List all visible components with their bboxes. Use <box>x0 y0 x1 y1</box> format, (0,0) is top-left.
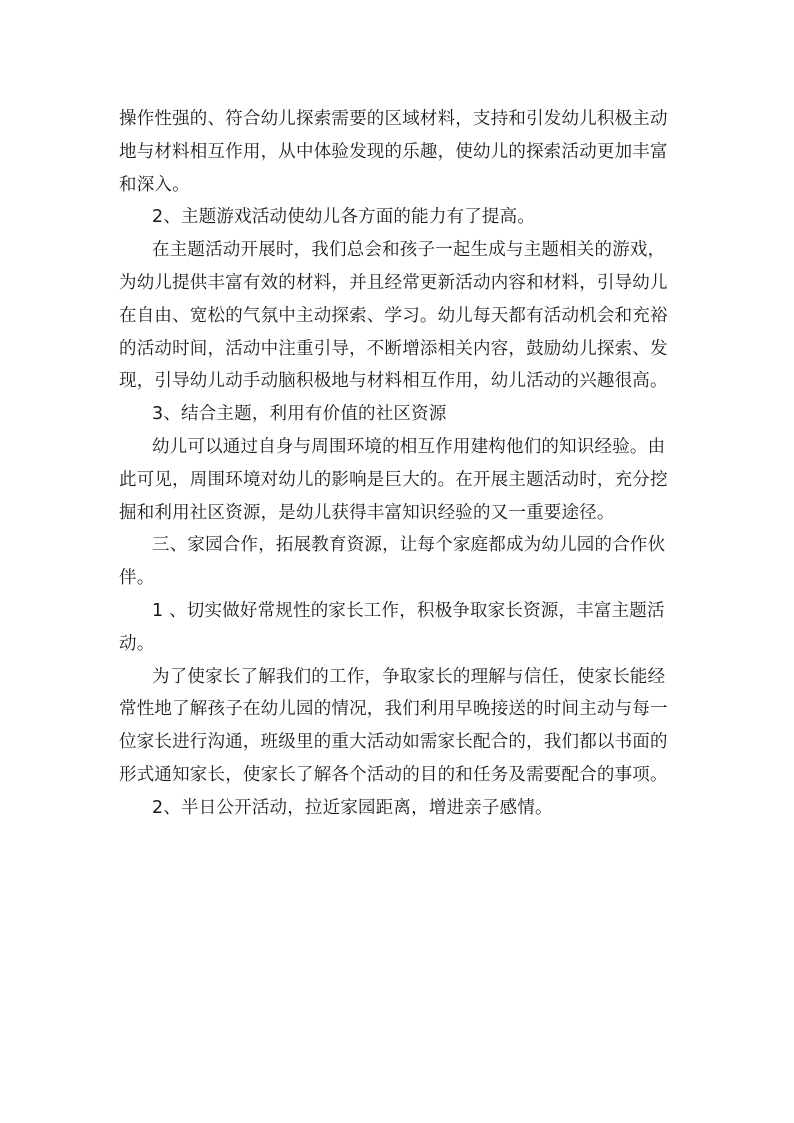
text-line: 的活动时间，活动中注重引导，不断增添相关内容，鼓励幼儿探索、发 <box>119 338 668 359</box>
text-line: 2、半日公开活动，拉近家园距离，增进亲子感情。 <box>152 797 553 818</box>
text-line: 和深入。 <box>119 174 190 195</box>
text-line: 3、结合主题，利用有价值的社区资源 <box>152 404 447 425</box>
section-heading <box>119 398 679 431</box>
text-line: 为了使家长了解我们的工作，争取家长的理解与信任，使家长能经 <box>152 666 666 687</box>
text-line: 地与材料相互作用，从中体验发现的乐趣，使幼儿的探索活动更加丰富 <box>119 141 668 162</box>
text-line: 操作性强的、符合幼儿探索需要的区域材料，支持和引发幼儿积极主动 <box>119 109 668 129</box>
text-line: 掘和利用社区资源，是幼儿获得丰富知识经验的又一重要途径。 <box>119 502 615 523</box>
text-line: 此可见，周围环境对幼儿的影响是巨大的。在开展主题活动时，充分挖 <box>119 469 668 490</box>
section-heading <box>119 529 679 595</box>
text-line: 现，引导幼儿动手动脑积极地与材料相互作用，幼儿活动的兴趣很高。 <box>119 371 668 392</box>
text-line: 形式通知家长，使家长了解各个活动的目的和任务及需要配合的事项。 <box>119 764 668 785</box>
paragraph <box>119 661 679 792</box>
section-heading <box>119 201 679 234</box>
text-line: 伴。 <box>119 568 155 589</box>
text-line: 三、家园合作，拓展教育资源，让每个家庭都成为幼儿园的合作伙 <box>152 535 666 556</box>
paragraph <box>119 103 679 201</box>
text-line: 动。 <box>119 633 155 654</box>
text-line: 常性地了解孩子在幼儿园的情况，我们利用早晚接送的时间主动与每一 <box>119 699 668 720</box>
text-line: 在主题活动开展时，我们总会和孩子一起生成与主题相关的游戏， <box>152 240 666 261</box>
paragraph <box>119 431 679 529</box>
section-heading <box>119 792 679 825</box>
text-line: 2、主题游戏活动使幼儿各方面的能力有了提高。 <box>152 207 536 228</box>
text-line: 位家长进行沟通，班级里的重大活动如需家长配合的，我们都以书面的 <box>119 732 668 753</box>
text-line: 在自由、宽松的气氛中主动探索、学习。幼儿每天都有活动机会和充裕 <box>119 305 668 326</box>
section-heading <box>119 595 679 661</box>
paragraph <box>119 234 679 398</box>
text-line: 幼儿可以通过自身与周围环境的相互作用建构他们的知识经验。由 <box>152 436 666 457</box>
document-body <box>119 103 679 825</box>
text-line: 1 、切实做好常规性的家长工作，积极争取家长资源，丰富主题活 <box>152 600 665 621</box>
text-line: 为幼儿提供丰富有效的材料，并且经常更新活动内容和材料，引导幼儿 <box>119 272 668 293</box>
